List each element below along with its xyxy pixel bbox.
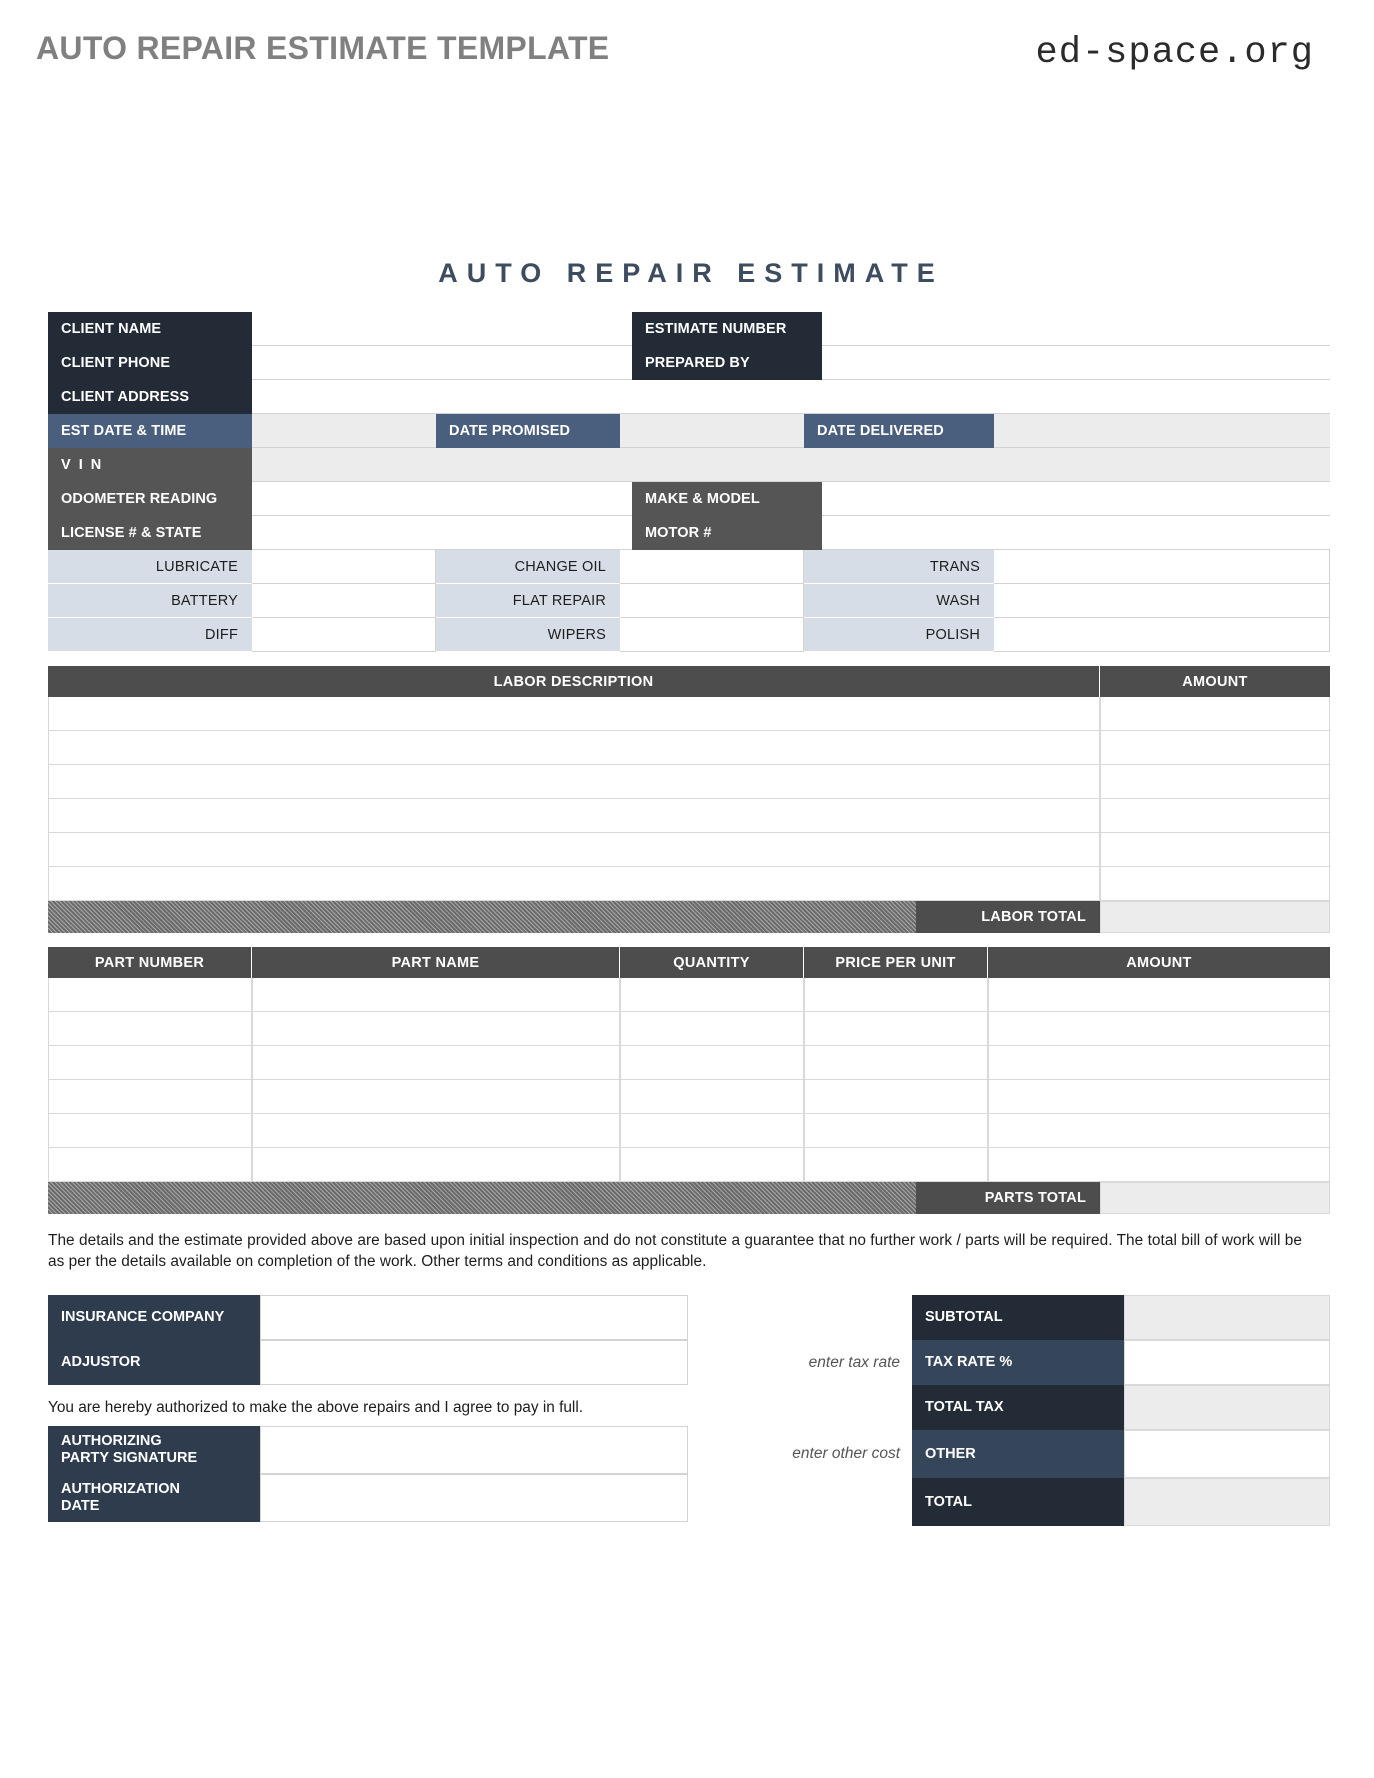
header-part-number: PART NUMBER — [48, 947, 252, 978]
service-label-diff: DIFF — [48, 618, 252, 652]
service-checklist-section — [48, 550, 1330, 652]
field-motor-number[interactable] — [822, 516, 1330, 550]
label-motor-number: MOTOR # — [632, 516, 822, 550]
page-header — [0, 0, 1374, 110]
cell-labor-description[interactable] — [48, 867, 1100, 901]
field-insurance-company[interactable] — [260, 1295, 688, 1340]
header-labor-amount: AMOUNT — [1182, 673, 1248, 690]
value-total[interactable] — [1124, 1478, 1330, 1526]
label-license-state: LICENSE # & STATE — [48, 516, 252, 550]
estimate-sheet — [0, 258, 1374, 1526]
insurance-and-authorization — [48, 1295, 688, 1526]
service-check-trans[interactable] — [994, 550, 1330, 584]
label-est-date-time: EST DATE & TIME — [48, 414, 252, 448]
client-info-section — [48, 312, 1330, 550]
row-total-tax — [912, 1385, 1330, 1430]
totals-section — [912, 1295, 1330, 1526]
table-row — [48, 765, 1330, 799]
field-authorizing-party-signature[interactable] — [260, 1426, 688, 1474]
cell-labor-description[interactable] — [48, 799, 1100, 833]
service-check-change-oil[interactable] — [620, 550, 804, 584]
cell-price-per-unit[interactable] — [804, 1114, 988, 1148]
value-tax-rate[interactable] — [1124, 1340, 1330, 1385]
labor-table — [48, 666, 1330, 933]
row-total — [912, 1478, 1330, 1526]
cell-quantity[interactable] — [620, 1080, 804, 1114]
totals-hints-column — [688, 1295, 912, 1526]
field-client-name[interactable] — [252, 312, 632, 346]
service-row — [48, 584, 1330, 618]
document-title: AUTO REPAIR ESTIMATE TEMPLATE — [36, 30, 610, 66]
cell-part-number[interactable] — [48, 1114, 252, 1148]
field-prepared-by[interactable] — [822, 346, 1330, 380]
table-row — [48, 799, 1330, 833]
label-line-2: PARTY SIGNATURE — [61, 1449, 198, 1466]
label-authorization-date — [48, 1474, 260, 1522]
cell-part-number[interactable] — [48, 1148, 252, 1182]
cell-labor-amount[interactable] — [1100, 697, 1330, 731]
cell-quantity[interactable] — [620, 978, 804, 1012]
table-row — [48, 697, 1330, 731]
cell-price-per-unit[interactable] — [804, 1046, 988, 1080]
label-line-2: DATE — [61, 1497, 100, 1514]
label-client-name: CLIENT NAME — [48, 312, 252, 346]
cell-parts-amount[interactable] — [988, 978, 1330, 1012]
label-authorizing-party-signature — [48, 1426, 260, 1474]
label-client-address: CLIENT ADDRESS — [48, 380, 252, 414]
label-line-1: AUTHORIZING — [61, 1432, 162, 1449]
row-dates — [48, 414, 1330, 448]
row-insurance-company — [48, 1295, 688, 1340]
row-license — [48, 516, 1330, 550]
cell-parts-amount[interactable] — [988, 1148, 1330, 1182]
label-total: TOTAL — [912, 1478, 1124, 1526]
cell-labor-description[interactable] — [48, 731, 1100, 765]
label-total-tax: TOTAL TAX — [912, 1385, 1124, 1430]
disclaimer-text: The details and the estimate provided above are based upon initial inspection and do not constitute a guarantee that no further work / parts will be required. The total bill of work will be as per the details available on completion of the work. Other terms and conditions as applicable. — [48, 1232, 1302, 1271]
row-other — [912, 1430, 1330, 1478]
hint-enter-other-cost: enter other cost — [792, 1444, 900, 1462]
row-client-phone — [48, 346, 1330, 380]
row-authorization-date — [48, 1474, 688, 1522]
table-row — [48, 867, 1330, 901]
bottom-section — [48, 1295, 1330, 1526]
service-check-lubricate[interactable] — [252, 550, 436, 584]
cell-parts-amount[interactable] — [988, 1012, 1330, 1046]
field-est-date-time[interactable] — [252, 414, 436, 448]
service-check-battery[interactable] — [252, 584, 436, 618]
table-row — [48, 1012, 1330, 1046]
field-odometer-reading[interactable] — [252, 482, 632, 516]
row-authorizing-signature — [48, 1426, 688, 1474]
service-label-flat-repair: FLAT REPAIR — [436, 584, 620, 618]
field-date-promised[interactable] — [620, 414, 804, 448]
labor-total-row — [48, 901, 1330, 933]
table-row — [48, 731, 1330, 765]
label-estimate-number: ESTIMATE NUMBER — [632, 312, 822, 346]
table-row — [48, 1046, 1330, 1080]
service-row — [48, 618, 1330, 652]
cell-part-name[interactable] — [252, 1080, 620, 1114]
hint-spacer-2 — [688, 1385, 912, 1430]
service-label-trans: TRANS — [804, 550, 994, 584]
cell-part-name[interactable] — [252, 1114, 620, 1148]
cell-labor-amount[interactable] — [1100, 833, 1330, 867]
header-labor-description: LABOR DESCRIPTION — [48, 666, 1100, 697]
value-labor-total[interactable] — [1100, 901, 1330, 933]
parts-total-row — [48, 1182, 1330, 1214]
row-odometer — [48, 482, 1330, 516]
cell-labor-amount[interactable] — [1100, 799, 1330, 833]
cell-labor-description[interactable] — [48, 765, 1100, 799]
cell-part-number[interactable] — [48, 1046, 252, 1080]
label-labor-total: LABOR TOTAL — [916, 901, 1100, 933]
label-odometer-reading: ODOMETER READING — [48, 482, 252, 516]
cell-part-number[interactable] — [48, 1012, 252, 1046]
cell-price-per-unit[interactable] — [804, 1080, 988, 1114]
cell-part-number[interactable] — [48, 1080, 252, 1114]
cell-quantity[interactable] — [620, 1046, 804, 1080]
service-check-wipers[interactable] — [620, 618, 804, 652]
service-check-polish[interactable] — [994, 618, 1330, 652]
cell-part-number[interactable] — [48, 978, 252, 1012]
service-label-wash: WASH — [804, 584, 994, 618]
cell-price-per-unit[interactable] — [804, 1012, 988, 1046]
row-adjustor — [48, 1340, 688, 1385]
field-date-delivered[interactable] — [994, 414, 1330, 448]
service-row — [48, 550, 1330, 584]
label-adjustor: ADJUSTOR — [48, 1340, 260, 1385]
header-parts-amount: AMOUNT — [1126, 954, 1192, 971]
table-row — [48, 1148, 1330, 1182]
label-other: OTHER — [912, 1430, 1124, 1478]
cell-part-name[interactable] — [252, 1012, 620, 1046]
site-brand: ed-space.org — [1035, 32, 1314, 74]
service-label-lubricate: LUBRICATE — [48, 550, 252, 584]
cell-quantity[interactable] — [620, 1114, 804, 1148]
cell-parts-amount[interactable] — [988, 1080, 1330, 1114]
cell-labor-amount[interactable] — [1100, 731, 1330, 765]
field-estimate-number[interactable] — [822, 312, 1330, 346]
label-date-delivered: DATE DELIVERED — [804, 414, 994, 448]
value-other[interactable] — [1124, 1430, 1330, 1478]
authorization-note: You are hereby authorized to make the above repairs and I agree to pay in full. — [48, 1398, 584, 1416]
parts-table-header — [48, 947, 1330, 978]
label-client-phone: CLIENT PHONE — [48, 346, 252, 380]
table-row — [48, 1114, 1330, 1148]
cell-price-per-unit[interactable] — [804, 1148, 988, 1182]
cell-part-name[interactable] — [252, 1148, 620, 1182]
hint-spacer-3 — [688, 1478, 912, 1526]
value-total-tax[interactable] — [1124, 1385, 1330, 1430]
service-check-wash[interactable] — [994, 584, 1330, 618]
field-adjustor[interactable] — [260, 1340, 688, 1385]
cell-parts-amount[interactable] — [988, 1114, 1330, 1148]
hatch-filler — [48, 901, 916, 933]
service-label-battery: BATTERY — [48, 584, 252, 618]
field-client-address[interactable] — [252, 380, 1330, 414]
field-vin[interactable] — [252, 448, 1330, 482]
field-make-model[interactable] — [822, 482, 1330, 516]
service-label-change-oil: CHANGE OIL — [436, 550, 620, 584]
label-insurance-company: INSURANCE COMPANY — [48, 1295, 260, 1340]
table-row — [48, 1080, 1330, 1114]
service-label-wipers: WIPERS — [436, 618, 620, 652]
value-parts-total[interactable] — [1100, 1182, 1330, 1214]
table-row — [48, 978, 1330, 1012]
header-price-per-unit: PRICE PER UNIT — [804, 947, 988, 978]
cell-parts-amount[interactable] — [988, 1046, 1330, 1080]
form-title: AUTO REPAIR ESTIMATE — [438, 258, 944, 288]
cell-price-per-unit[interactable] — [804, 978, 988, 1012]
cell-part-name[interactable] — [252, 978, 620, 1012]
hint-spacer-1 — [688, 1295, 912, 1340]
header-part-name: PART NAME — [252, 947, 620, 978]
cell-labor-description[interactable] — [48, 833, 1100, 867]
field-client-phone[interactable] — [252, 346, 632, 380]
cell-labor-description[interactable] — [48, 697, 1100, 731]
labor-table-header — [48, 666, 1330, 697]
row-tax-rate — [912, 1340, 1330, 1385]
row-client-address — [48, 380, 1330, 414]
field-authorization-date[interactable] — [260, 1474, 688, 1522]
service-check-diff[interactable] — [252, 618, 436, 652]
label-parts-total: PARTS TOTAL — [916, 1182, 1100, 1214]
label-line-1: AUTHORIZATION — [61, 1480, 180, 1497]
service-check-flat-repair[interactable] — [620, 584, 804, 618]
label-date-promised: DATE PROMISED — [436, 414, 620, 448]
label-make-model: MAKE & MODEL — [632, 482, 822, 516]
cell-quantity[interactable] — [620, 1012, 804, 1046]
service-label-polish: POLISH — [804, 618, 994, 652]
parts-table — [48, 947, 1330, 1214]
header-quantity: QUANTITY — [620, 947, 804, 978]
cell-quantity[interactable] — [620, 1148, 804, 1182]
label-tax-rate: TAX RATE % — [912, 1340, 1124, 1385]
label-prepared-by: PREPARED BY — [632, 346, 822, 380]
row-subtotal — [912, 1295, 1330, 1340]
table-row — [48, 833, 1330, 867]
hint-enter-tax-rate: enter tax rate — [808, 1353, 900, 1371]
cell-labor-amount[interactable] — [1100, 765, 1330, 799]
field-license-state[interactable] — [252, 516, 632, 550]
hatch-filler — [48, 1182, 916, 1214]
row-client-name — [48, 312, 1330, 346]
cell-part-name[interactable] — [252, 1046, 620, 1080]
label-vin: V I N — [48, 448, 252, 482]
value-subtotal[interactable] — [1124, 1295, 1330, 1340]
label-subtotal: SUBTOTAL — [912, 1295, 1124, 1340]
cell-labor-amount[interactable] — [1100, 867, 1330, 901]
row-vin — [48, 448, 1330, 482]
